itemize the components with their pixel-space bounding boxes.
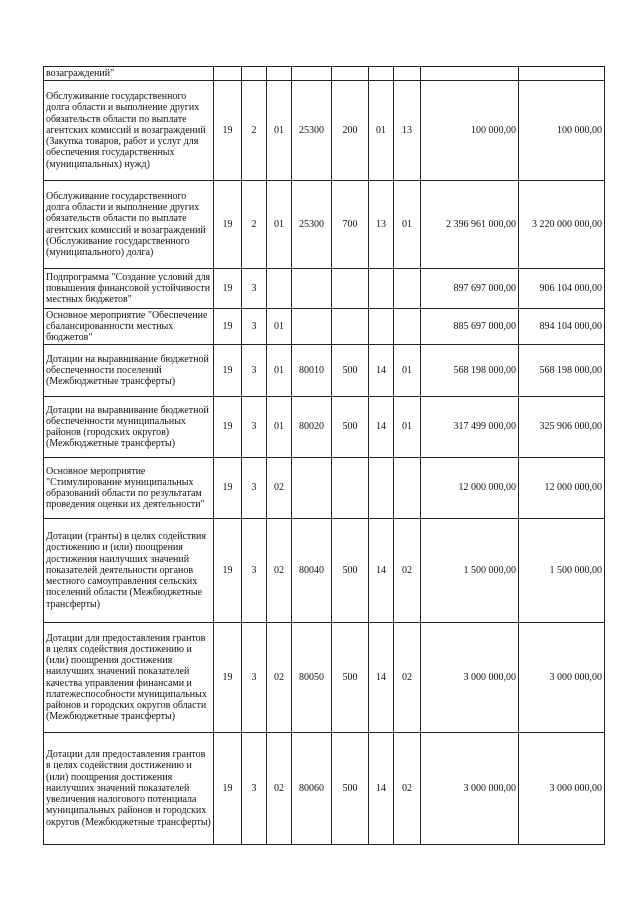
row-name-cell: Дотации на выравнивание бюджетной обеспеченности поселений (Межбюджетные трансферты) [44,345,214,397]
code-cell: 02 [394,519,421,623]
code-cell: 01 [267,309,292,345]
amount-cell-2: 12 000 000,00 [519,458,605,519]
code-cell [292,458,332,519]
code-cell: 19 [214,269,242,309]
code-cell [332,67,369,81]
code-cell [292,309,332,345]
code-cell: 01 [267,181,292,269]
code-cell: 02 [394,733,421,845]
code-cell: 14 [369,345,394,397]
amount-cell-2: 3 000 000,00 [519,623,605,733]
amount-cell-1: 317 499 000,00 [421,397,519,458]
code-cell: 02 [267,519,292,623]
code-cell [394,458,421,519]
code-cell: 3 [242,269,267,309]
code-cell: 80020 [292,397,332,458]
code-cell [242,67,267,81]
code-cell: 01 [369,81,394,181]
code-cell [369,309,394,345]
table-row [44,345,605,397]
code-cell [332,309,369,345]
row-name-cell: Основное мероприятие "Стимулирование муниципальных образований области по результатам проведения оценки их деятельности" [44,458,214,519]
row-name-cell: Дотации для предоставления грантов в целях содействия достижению и (или) поощрения достижения наилучших значений показателей качества управления финансами и платежеспособности муниципальных районов и городских округов области (Межбюджетные трансферты) [44,623,214,733]
code-cell: 19 [214,181,242,269]
code-cell: 02 [267,458,292,519]
code-cell: 19 [214,623,242,733]
code-cell: 700 [332,181,369,269]
code-cell: 13 [369,181,394,269]
code-cell: 14 [369,733,394,845]
code-cell: 14 [369,519,394,623]
code-cell [394,67,421,81]
row-name-cell: Обслуживание государственного долга области и выполнение других обязательств области по выплате агентских комиссий и возаграждений (Закупка товаров, работ и услуг для обеспечения государственных (муниципальных) нужд) [44,81,214,181]
table-row [44,519,605,623]
amount-cell-1: 12 000 000,00 [421,458,519,519]
code-cell: 01 [394,345,421,397]
code-cell [394,309,421,345]
amount-cell-2: 325 906 000,00 [519,397,605,458]
code-cell: 3 [242,458,267,519]
code-cell [369,458,394,519]
code-cell [214,67,242,81]
code-cell [394,269,421,309]
code-cell: 80050 [292,623,332,733]
code-cell: 80010 [292,345,332,397]
code-cell: 01 [267,81,292,181]
code-cell [332,269,369,309]
code-cell: 3 [242,519,267,623]
code-cell: 500 [332,397,369,458]
code-cell: 02 [267,623,292,733]
amount-cell-2: 1 500 000,00 [519,519,605,623]
code-cell: 25300 [292,81,332,181]
code-cell: 02 [267,733,292,845]
code-cell: 500 [332,623,369,733]
table-row [44,67,605,81]
code-cell: 01 [394,397,421,458]
code-cell: 19 [214,519,242,623]
code-cell: 01 [267,345,292,397]
code-cell: 500 [332,345,369,397]
code-cell: 13 [394,81,421,181]
amount-cell-2 [519,67,605,81]
table-row [44,458,605,519]
budget-table [43,66,605,845]
amount-cell-2: 3 220 000 000,00 [519,181,605,269]
amount-cell-1: 2 396 961 000,00 [421,181,519,269]
code-cell: 3 [242,345,267,397]
row-name-cell: Обслуживание государственного долга области и выполнение других обязательств области по выплате агентских комиссий и возаграждений (Обслуживание государственного (муниципального) долга) [44,181,214,269]
code-cell [267,269,292,309]
amount-cell-1: 568 198 000,00 [421,345,519,397]
amount-cell-2: 3 000 000,00 [519,733,605,845]
table-row [44,397,605,458]
amount-cell-2: 100 000,00 [519,81,605,181]
code-cell: 02 [394,623,421,733]
code-cell: 2 [242,81,267,181]
code-cell [292,269,332,309]
code-cell: 3 [242,309,267,345]
amount-cell-1: 1 500 000,00 [421,519,519,623]
code-cell: 19 [214,733,242,845]
amount-cell-2: 568 198 000,00 [519,345,605,397]
table-row [44,269,605,309]
row-name-cell: Основное мероприятие "Обеспечение сбалансированности местных бюджетов" [44,309,214,345]
code-cell: 01 [267,397,292,458]
table-row [44,81,605,181]
amount-cell-2: 906 104 000,00 [519,269,605,309]
row-name-cell: Дотации на выравнивание бюджетной обеспеченности муниципальных районов (городских округов) (Межбюджетные трансферты) [44,397,214,458]
code-cell [332,458,369,519]
code-cell: 3 [242,623,267,733]
code-cell [369,269,394,309]
code-cell: 500 [332,733,369,845]
code-cell: 80060 [292,733,332,845]
code-cell: 500 [332,519,369,623]
table-body [44,67,605,845]
table-row [44,733,605,845]
code-cell [267,67,292,81]
code-cell: 14 [369,397,394,458]
amount-cell-1: 3 000 000,00 [421,733,519,845]
code-cell: 3 [242,397,267,458]
code-cell: 80040 [292,519,332,623]
table-row [44,309,605,345]
code-cell: 01 [394,181,421,269]
amount-cell-1: 885 697 000,00 [421,309,519,345]
row-name-cell: возаграждений" [44,67,214,81]
amount-cell-2: 894 104 000,00 [519,309,605,345]
row-name-cell: Дотации (гранты) в целях содействия достижению и (или) поощрения достижения наилучших значений показателей деятельности органов местного самоуправления сельских поселений области (Межбюджетные трансферты) [44,519,214,623]
amount-cell-1: 3 000 000,00 [421,623,519,733]
amount-cell-1 [421,67,519,81]
code-cell: 3 [242,733,267,845]
code-cell: 2 [242,181,267,269]
amount-cell-1: 100 000,00 [421,81,519,181]
code-cell: 19 [214,81,242,181]
code-cell: 19 [214,458,242,519]
code-cell: 14 [369,623,394,733]
row-name-cell: Подпрограмма "Создание условий для повышения финансовой устойчивости местных бюджетов" [44,269,214,309]
code-cell [292,67,332,81]
code-cell: 19 [214,345,242,397]
table-row [44,181,605,269]
code-cell: 200 [332,81,369,181]
row-name-cell: Дотации для предоставления грантов в целях содействия достижению и (или) поощрения достижения наилучших значений показателей увеличения налогового потенциала муниципальных районов и городских округов (Межбюджетные трансферты) [44,733,214,845]
code-cell: 19 [214,309,242,345]
table-row [44,623,605,733]
amount-cell-1: 897 697 000,00 [421,269,519,309]
code-cell: 25300 [292,181,332,269]
code-cell: 19 [214,397,242,458]
code-cell [369,67,394,81]
